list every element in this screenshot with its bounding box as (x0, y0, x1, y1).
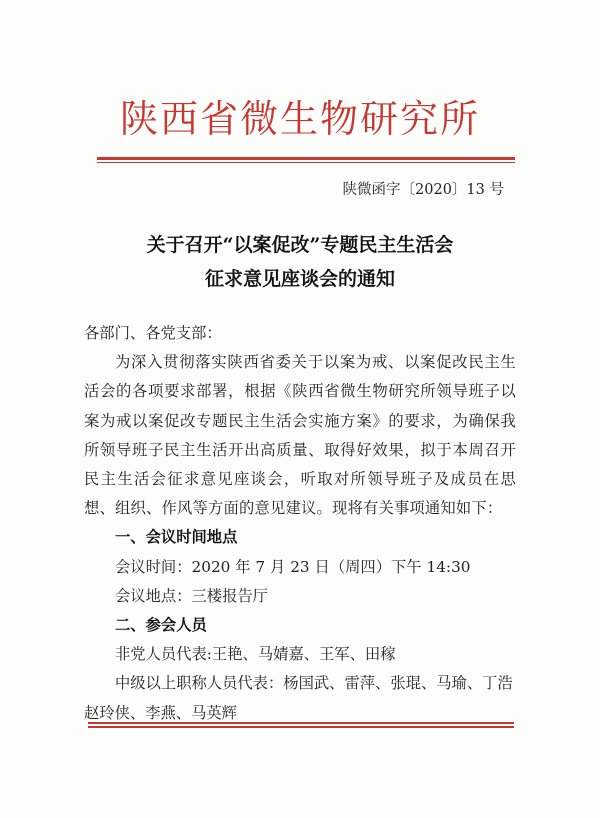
notice-body (84, 319, 516, 728)
meeting-place: 会议地点：三楼报告厅 (115, 586, 268, 605)
divider-thin-line (88, 726, 514, 728)
meeting-time: 会议时间：2020 年 7 月 23 日（周四）下午 14:30 (115, 557, 471, 576)
intro-paragraph: 为深入贯彻落实陕西省委关于以案为戒、以案促改民主生活会的各项要求部署，根据《陕西省微生物研究所领导班子以案为戒以案促改专题民主生活会实施方案》的要求，为确保我所领导班子民主生活开出高质量、取得好效果，拟于本周召开民主生活会征求意见座谈会，听取对所领导班子及成员在思想、组织、作风等方面的意见建议。现将有关事项通知如下： (84, 353, 516, 518)
organization-letterhead: 陕西省微生物研究所 (119, 97, 480, 141)
divider-thin-line (97, 162, 515, 163)
divider-thick-line (88, 722, 514, 724)
section-heading-attendees: 二、参会人员 (115, 616, 207, 635)
non-party-representatives: 非党人员代表:王艳、马婧嘉、王军、田稼 (115, 645, 396, 664)
footer-divider (88, 722, 514, 729)
section-heading-time-place: 一、会议时间地点 (115, 528, 238, 547)
document-number: 陕微函字〔2020〕13 号 (342, 182, 504, 198)
letterhead-divider-top (97, 157, 515, 165)
salutation: 各部门、各党支部： (84, 324, 222, 342)
notice-title-line-1: 关于召开“以案促改”专题民主生活会 (146, 234, 454, 256)
divider-thick-line (97, 157, 515, 160)
notice-title (0, 228, 600, 296)
senior-title-representatives: 中级以上职称人员代表：杨国武、雷萍、张琨、马瑜、丁浩赵玲侠、李燕、马英辉 (84, 674, 513, 722)
notice-title-line-2: 征求意见座谈会的通知 (204, 268, 395, 290)
